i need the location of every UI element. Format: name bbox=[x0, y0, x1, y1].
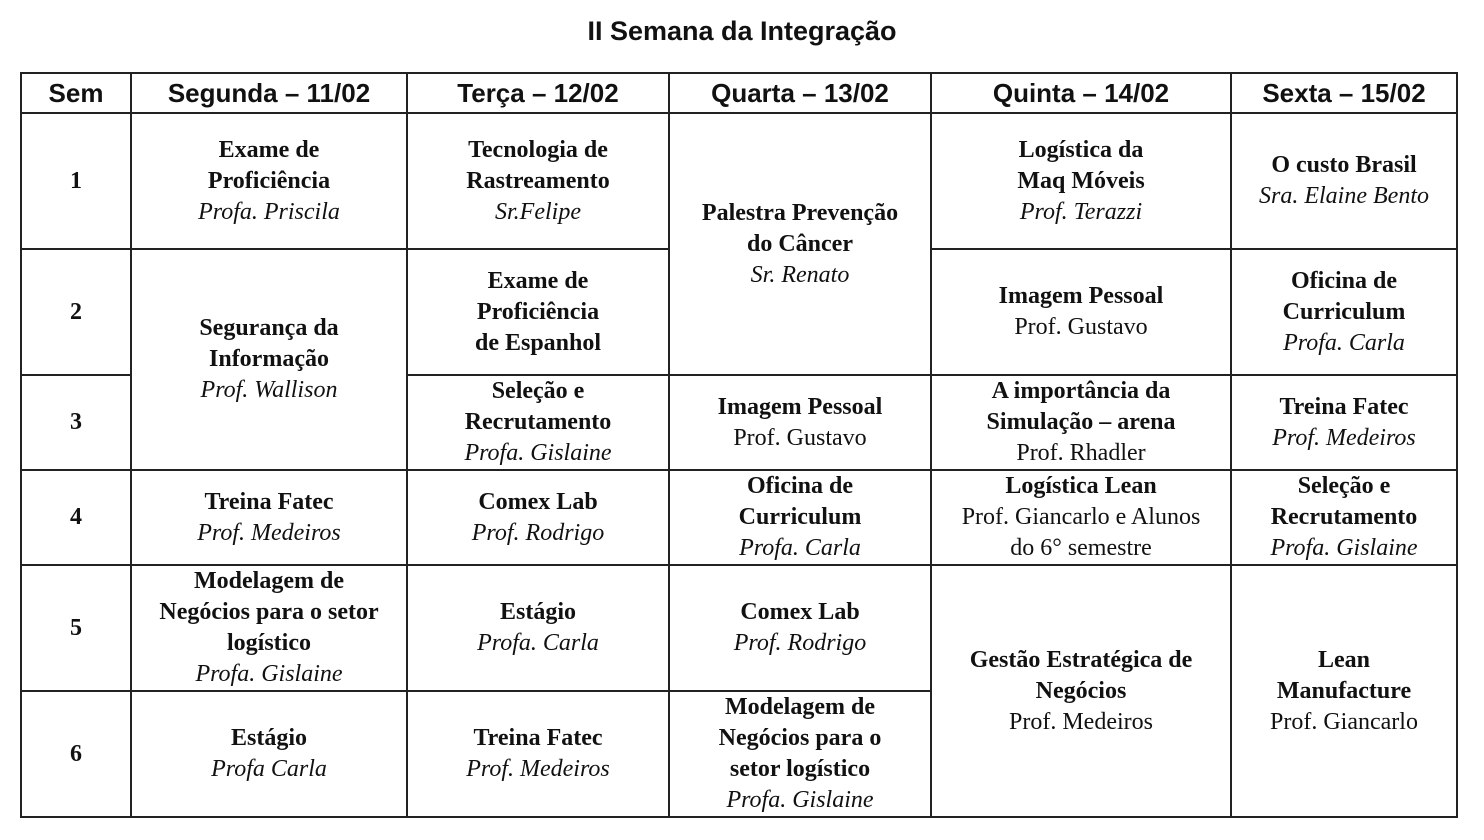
table-row bbox=[21, 113, 1457, 249]
session-presenter: Sra. Elaine Bento bbox=[1259, 183, 1429, 209]
header-tuesday: Terça – 12/02 bbox=[407, 73, 669, 113]
schedule-cell bbox=[131, 565, 407, 691]
schedule-cell bbox=[1231, 113, 1457, 249]
session-title: Lean Manufacture bbox=[1276, 646, 1412, 704]
session-presenter: Prof. Gustavo bbox=[1014, 314, 1148, 340]
row-number: 4 bbox=[21, 470, 131, 565]
session-presenter: Prof. Rodrigo bbox=[471, 519, 605, 546]
session-presenter: Profa Carla bbox=[211, 756, 327, 782]
schedule-cell bbox=[669, 113, 931, 375]
session-presenter: Prof. Rhadler bbox=[1016, 440, 1146, 466]
session-title: O custo Brasil bbox=[1271, 152, 1417, 178]
header-monday: Segunda – 11/02 bbox=[131, 73, 407, 113]
session-title: Exame de Proficiência de Espanhol bbox=[474, 267, 602, 356]
schedule-cell bbox=[131, 691, 407, 817]
session-title: Treina Fatec bbox=[1279, 393, 1409, 420]
session-presenter: Prof. Medeiros bbox=[466, 756, 610, 782]
session-title: Oficina de Curriculum bbox=[738, 473, 862, 530]
session-presenter: Profa. Carla bbox=[1283, 329, 1405, 356]
schedule-cell bbox=[931, 249, 1231, 375]
session-presenter: Profa. Carla bbox=[739, 535, 861, 561]
session-title: Seleção e Recrutamento bbox=[1270, 473, 1418, 530]
session-title: Segurança da Informação bbox=[199, 315, 339, 372]
session-presenter: Sr.Felipe bbox=[495, 198, 581, 225]
session-title: Treina Fatec bbox=[204, 488, 334, 515]
session-presenter: Profa. Gislaine bbox=[1270, 535, 1418, 561]
session-title: Logística Lean bbox=[1005, 473, 1157, 499]
session-title: Logística da Maq Móveis bbox=[1017, 136, 1145, 194]
session-title: Imagem Pessoal bbox=[998, 283, 1164, 309]
session-presenter: Profa. Gislaine bbox=[726, 787, 874, 813]
session-presenter: Prof. Gustavo bbox=[733, 424, 867, 451]
header-friday: Sexta – 15/02 bbox=[1231, 73, 1457, 113]
schedule-cell bbox=[131, 113, 407, 249]
schedule-cell bbox=[407, 249, 669, 375]
row-number: 2 bbox=[21, 249, 131, 375]
schedule-cell bbox=[131, 249, 407, 470]
session-presenter: Prof. Giancarlo bbox=[1270, 708, 1418, 735]
row-number: 5 bbox=[21, 565, 131, 691]
session-presenter: Profa. Carla bbox=[477, 630, 599, 656]
schedule-cell bbox=[407, 375, 669, 470]
table-row bbox=[21, 565, 1457, 691]
session-presenter: Prof. Wallison bbox=[200, 377, 338, 403]
session-presenter: Prof. Medeiros bbox=[1272, 424, 1416, 451]
session-title: Exame de Proficiência bbox=[207, 136, 331, 194]
schedule-cell bbox=[931, 470, 1231, 565]
session-title: Seleção e Recrutamento bbox=[464, 378, 612, 435]
session-presenter: Profa. Priscila bbox=[198, 198, 340, 225]
header-sem: Sem bbox=[21, 73, 131, 113]
session-presenter: Prof. Rodrigo bbox=[733, 630, 867, 656]
schedule-cell bbox=[669, 691, 931, 817]
schedule-cell bbox=[669, 565, 931, 691]
session-title: Comex Lab bbox=[478, 488, 598, 515]
header-row bbox=[21, 73, 1457, 113]
schedule-cell bbox=[931, 565, 1231, 817]
session-presenter: Prof. Medeiros bbox=[1009, 708, 1153, 735]
schedule-cell bbox=[407, 113, 669, 249]
session-title: Gestão Estratégica de Negócios bbox=[969, 646, 1193, 704]
schedule-cell bbox=[931, 113, 1231, 249]
session-title: Imagem Pessoal bbox=[717, 393, 883, 420]
schedule-cell bbox=[407, 691, 669, 817]
schedule-cell bbox=[407, 470, 669, 565]
session-title: Estágio bbox=[499, 599, 576, 625]
session-title: Modelagem de Negócios para o setor logístico bbox=[718, 694, 882, 782]
schedule-cell bbox=[1231, 249, 1457, 375]
session-title: A importância da Simulação – arena bbox=[986, 378, 1176, 435]
schedule-cell bbox=[669, 470, 931, 565]
session-title: Tecnologia de Rastreamento bbox=[466, 136, 610, 194]
session-presenter: Prof. Giancarlo e Alunos do 6° semestre bbox=[961, 504, 1201, 561]
session-presenter: Profa. Gislaine bbox=[195, 661, 343, 687]
row-number: 1 bbox=[21, 113, 131, 249]
schedule-cell bbox=[1231, 565, 1457, 817]
session-title: Modelagem de Negócios para o setor logístico bbox=[159, 568, 379, 656]
session-title: Estágio bbox=[230, 725, 307, 751]
schedule-cell bbox=[131, 470, 407, 565]
header-wednesday: Quarta – 13/02 bbox=[669, 73, 931, 113]
session-presenter: Profa. Gislaine bbox=[464, 440, 612, 466]
session-title: Palestra Prevenção do Câncer bbox=[701, 199, 899, 257]
session-presenter: Sr. Renato bbox=[750, 261, 850, 288]
table-row bbox=[21, 470, 1457, 565]
session-title: Oficina de Curriculum bbox=[1282, 267, 1406, 325]
header-thursday: Quinta – 14/02 bbox=[931, 73, 1231, 113]
row-number: 3 bbox=[21, 375, 131, 470]
schedule-table bbox=[20, 72, 1458, 818]
session-presenter: Prof. Medeiros bbox=[197, 519, 341, 546]
page-title: II Semana da Integração bbox=[587, 16, 897, 46]
session-title: Treina Fatec bbox=[473, 725, 603, 751]
schedule-cell bbox=[407, 565, 669, 691]
schedule-cell bbox=[931, 375, 1231, 470]
schedule-cell bbox=[669, 375, 931, 470]
row-number: 6 bbox=[21, 691, 131, 817]
session-title: Comex Lab bbox=[740, 599, 860, 625]
schedule-cell bbox=[1231, 375, 1457, 470]
session-presenter: Prof. Terazzi bbox=[1019, 198, 1143, 225]
schedule-cell bbox=[1231, 470, 1457, 565]
